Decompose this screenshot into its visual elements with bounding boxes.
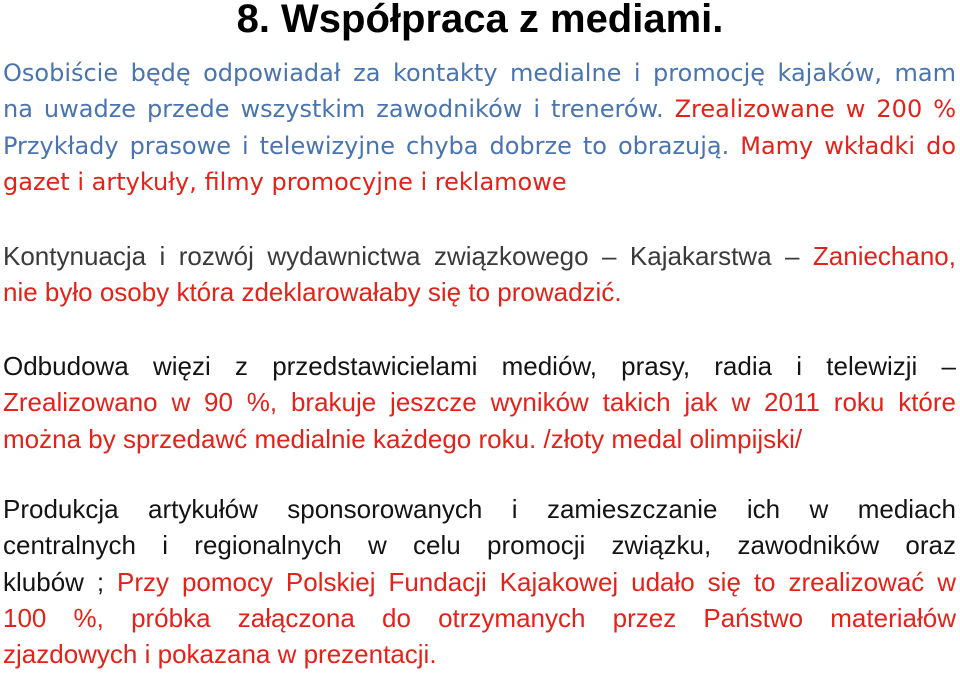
paragraph-3-line-2 [3, 384, 956, 420]
realization-status-text: 100 %, próbka załączona do otrzymanych przez Państwo materiałów [3, 602, 956, 633]
paragraph-1-line-3 [3, 128, 956, 164]
realization-status-text: Zrealizowano w 90 %, brakuje jeszcze wyników takich jak w 2011 roku które [3, 387, 956, 418]
line-text: Odbudowa więzi z przedstawicielami mediów, prasy, radia i telewizji – [3, 351, 956, 381]
realization-status-text: nie było osoby która zdeklarowałaby się to prowadzić. [3, 277, 622, 308]
paragraph-1-line-4 [3, 164, 956, 200]
paragraph-sponsored-articles [3, 491, 956, 672]
paragraph-4-line-2 [3, 527, 956, 563]
paragraph-1-line-1 [3, 55, 956, 91]
line-text: Osobiście będę odpowiadał za kontakty medialne i promocję kajaków, mam [3, 59, 956, 87]
paragraph-4-line-4 [3, 600, 956, 636]
realization-status-text: Mamy wkładki do [740, 131, 956, 160]
paragraph-union-publication [3, 238, 956, 311]
paragraph-media-relations [3, 348, 956, 457]
paragraph-2-line-2 [3, 274, 956, 310]
realization-status-text: Zrealizowane w 200 % [674, 95, 956, 124]
paragraph-4-line-3 [3, 564, 956, 600]
line-text: Przykłady prasowe i telewizyjne chyba dobrze to obrazują. [3, 131, 741, 160]
realization-status-text: Przy pomocy Polskiej Fundacji Kajakowej udało się to zrealizować w [117, 566, 956, 597]
realization-status-text: Zaniechano, [812, 241, 956, 271]
paragraph-3-line-1 [3, 348, 956, 384]
realization-status-text: zjazdowych i pokazana w prezentacji. [3, 639, 437, 670]
paragraph-2-line-1 [3, 238, 956, 274]
paragraph-4-line-1 [3, 491, 956, 527]
paragraph-4-line-5 [3, 636, 956, 672]
slide-title: 8. Współpraca z mediami. [236, 0, 724, 41]
line-text: na uwadze przede wszystkim zawodników i trenerów. [3, 95, 675, 124]
line-text: centralnych i regionalnych w celu promocji związku, zawodników oraz [3, 530, 956, 561]
realization-status-text: gazet i artykuły, filmy promocyjne i reklamowe [3, 167, 567, 196]
paragraph-1-line-2 [3, 91, 956, 127]
line-text: Produkcja artykułów sponsorowanych i zamieszczanie ich w mediach [3, 494, 956, 524]
paragraph-media-promotion [3, 55, 956, 200]
line-text: Kontynuacja i rozwój wydawnictwa związkowego – Kajakarstwa – [3, 241, 813, 271]
realization-status-text: można by sprzedawć medialnie każdego roku. /złoty medal olimpijski/ [3, 423, 803, 454]
paragraph-3-line-3 [3, 421, 956, 457]
line-text: klubów ; [3, 566, 118, 597]
